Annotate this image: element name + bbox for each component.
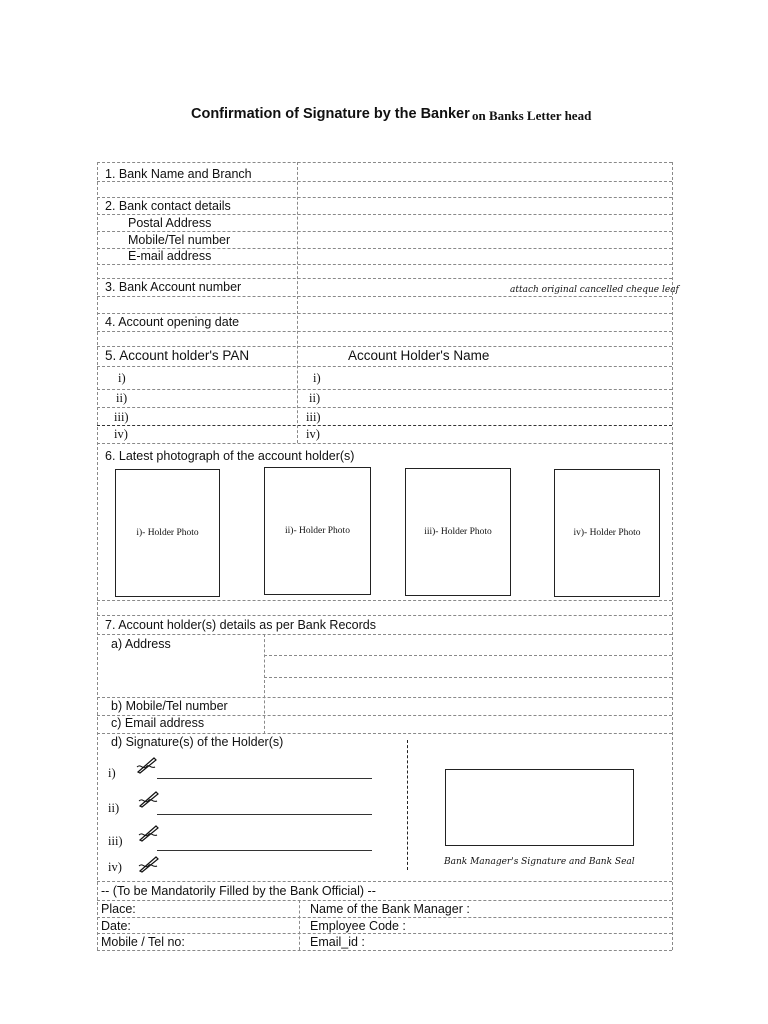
rule	[97, 443, 672, 444]
table-right-border	[672, 162, 673, 950]
holder-email-label: c) Email address	[111, 716, 205, 730]
name-row-ii: ii)	[309, 391, 321, 405]
rule	[97, 933, 672, 934]
pen-sign-icon	[137, 789, 161, 809]
holder-photo-box-2	[264, 467, 371, 595]
signature-line-2[interactable]	[157, 814, 372, 815]
holder-photo-label: i)- Holder Photo	[136, 528, 199, 538]
account-number-label: 3. Bank Account number	[105, 280, 242, 294]
holder-photo-label: iv)- Holder Photo	[573, 528, 641, 538]
rule	[97, 697, 672, 698]
holder-photo-box-4	[554, 469, 660, 597]
rule	[97, 231, 672, 232]
bank-mobile-label: Mobile/Tel number	[128, 233, 231, 247]
pan-row-iii: iii)	[114, 410, 129, 424]
name-row-iv: iv)	[306, 427, 320, 441]
pen-sign-icon	[137, 854, 161, 874]
rule	[97, 950, 672, 951]
rule	[264, 677, 672, 678]
official-email-label: Email_id :	[310, 935, 365, 949]
rule	[97, 615, 672, 616]
sig-row-iv: iv)	[108, 860, 122, 874]
bank-name-branch-label: 1. Bank Name and Branch	[105, 167, 252, 181]
holder-photo-box-3	[405, 468, 511, 596]
rule	[97, 917, 672, 918]
name-row-iii: iii)	[306, 410, 321, 424]
pan-row-ii: ii)	[116, 391, 128, 405]
photo-section-label: 6. Latest photograph of the account holder(s)	[105, 449, 355, 463]
opening-date-label: 4. Account opening date	[105, 315, 240, 329]
official-mobile-label: Mobile / Tel no:	[101, 935, 185, 949]
sig-row-i: i)	[108, 766, 116, 780]
cheque-note: attach original cancelled cheque leaf	[510, 285, 679, 295]
official-heading: -- (To be Mandatorily Filled by the Bank Official) --	[101, 884, 376, 898]
rule	[97, 214, 672, 215]
sig-row-ii: ii)	[108, 801, 120, 815]
rule	[97, 634, 672, 635]
rule	[97, 366, 672, 367]
employee-code-label: Employee Code :	[310, 919, 406, 933]
manager-name-label: Name of the Bank Manager :	[310, 902, 470, 916]
rule	[97, 407, 672, 408]
rule	[97, 181, 672, 182]
sig-row-iii: iii)	[108, 834, 123, 848]
pen-sign-icon	[137, 823, 161, 843]
signature-seal-divider	[407, 740, 408, 870]
rule	[97, 733, 672, 734]
pan-row-iv: iv)	[114, 427, 128, 441]
signature-line-1[interactable]	[157, 778, 372, 779]
bank-email-label: E-mail address	[128, 249, 212, 263]
bank-seal-box	[445, 769, 634, 846]
holder-photo-label: ii)- Holder Photo	[285, 526, 350, 536]
rule	[264, 655, 672, 656]
rule	[97, 313, 672, 314]
pan-row-i: i)	[118, 371, 126, 385]
holder-mobile-label: b) Mobile/Tel number	[111, 699, 228, 713]
seal-caption: Bank Manager's Signature and Bank Seal	[444, 857, 635, 867]
rule	[97, 881, 672, 882]
holder-photo-box-1	[115, 469, 220, 597]
bank-records-label: 7. Account holder(s) details as per Bank Records	[105, 618, 376, 632]
bank-contact-label: 2. Bank contact details	[105, 199, 231, 213]
date-label: Date:	[101, 919, 131, 933]
page-title: Confirmation of Signature by the Banker	[191, 106, 470, 122]
column-divider	[297, 162, 298, 443]
holder-name-header: Account Holder's Name	[348, 348, 490, 363]
rule	[97, 331, 672, 332]
official-divider	[299, 900, 300, 950]
signature-line-3[interactable]	[157, 850, 372, 851]
rule	[97, 425, 672, 426]
pan-label: 5. Account holder's PAN	[105, 348, 250, 363]
rule	[97, 278, 672, 279]
rule	[97, 162, 672, 163]
rule	[97, 264, 672, 265]
rule	[97, 346, 672, 347]
rule	[97, 197, 672, 198]
name-row-i: i)	[313, 371, 321, 385]
table-left-border	[97, 162, 98, 950]
address-label: a) Address	[111, 637, 171, 651]
holder-photo-label: iii)- Holder Photo	[424, 527, 492, 537]
signatures-label: d) Signature(s) of the Holder(s)	[111, 735, 284, 749]
place-label: Place:	[101, 902, 136, 916]
postal-address-label: Postal Address	[128, 216, 212, 230]
address-divider	[264, 634, 265, 734]
rule	[97, 600, 672, 601]
page-subtitle: on Banks Letter head	[472, 108, 592, 123]
rule	[97, 389, 672, 390]
rule	[97, 900, 672, 901]
pen-sign-icon	[135, 755, 159, 775]
